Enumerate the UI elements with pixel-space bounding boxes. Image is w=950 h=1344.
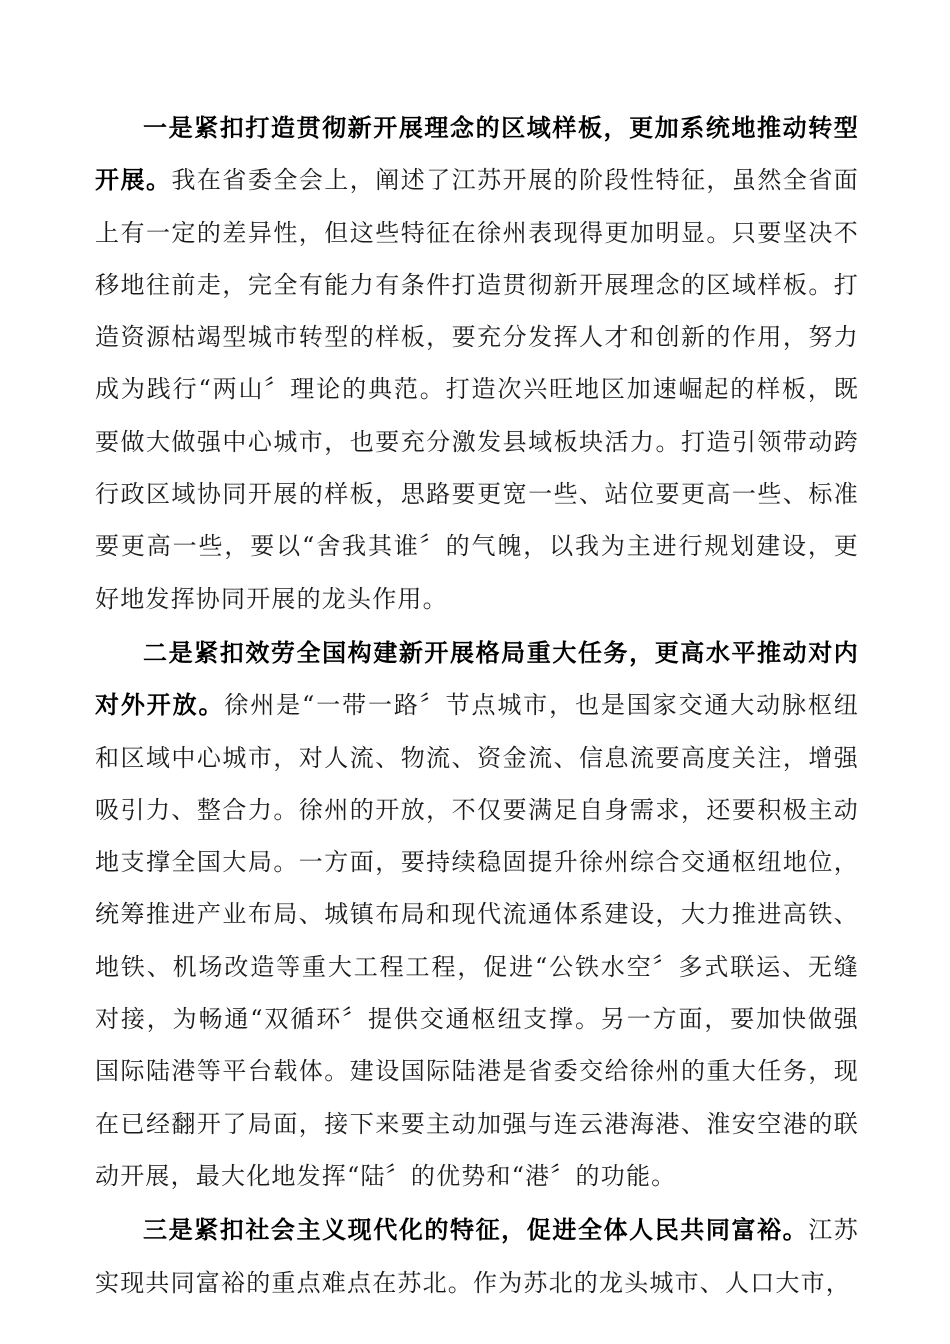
paragraph-3 [95, 1204, 859, 1309]
paragraph-1-body: 我在省委全会上，阐述了江苏开展的阶段性特征，虽然全省面上有一定的差异性，但这些特征在徐州表现得更加明显。只要坚决不移地往前走，完全有能力有条件打造贯彻新开展理念的区域样板。打造资源枯竭型城市转型的样板，要充分发挥人才和创新的作用，努力成为践行“两山〞理论的典范。打造次兴旺地区加速崛起的样板，既要做大做强中心城市，也要充分激发县域板块活力。打造引领带动跨行政区域协同开展的样板，思路要更宽一些、站位要更高一些、标准要更高一些，要以“舍我其谁〞的气魄，以我为主进行规划建设，更好地发挥协同开展的龙头作用。 [95, 166, 859, 613]
paragraph-3-lead: 三是紧扣社会主义现代化的特征，促进全体人民共同富裕。 [143, 1216, 809, 1245]
paragraph-2-body: 徐州是“一带一路〞节点城市，也是国家交通大动脉枢纽和区域中心城市，对人流、物流、资金流、信息流要高度关注，增强吸引力、整合力。徐州的开放，不仅要满足自身需求，还要积极主动地支撑全国大局。一方面，要持续稳固提升徐州综合交通枢纽地位，统筹推进产业布局、城镇布局和现代流通体系建设，大力推进高铁、地铁、机场改造等重大工程工程，促进“公铁水空〞多式联运、无缝对接，为畅通“双循环〞提供交通枢纽支撑。另一方面，要加快做强国际陆港等平台载体。建设国际陆港是省委交给徐州的重大任务，现在已经翻开了局面，接下来要主动加强与连云港海港、淮安空港的联动开展，最大化地发挥“陆〞的优势和“港〞的功能。 [95, 691, 859, 1190]
paragraph-1-lead: 一是紧扣打造贯彻新开展理念的区域样板，更加系统地推动转型开展。 [95, 114, 859, 195]
paragraph-2 [95, 627, 859, 1202]
paragraph-2-lead: 二是紧扣效劳全国构建新开展格局重大任务，更高水平推动对内对外开放。 [95, 638, 859, 720]
paragraph-3-body: 江苏实现共同富裕的重点难点在苏北。作为苏北的龙头城市、人口大市， [95, 1216, 860, 1297]
paragraph-1 [95, 102, 859, 625]
document-body [95, 102, 859, 1311]
